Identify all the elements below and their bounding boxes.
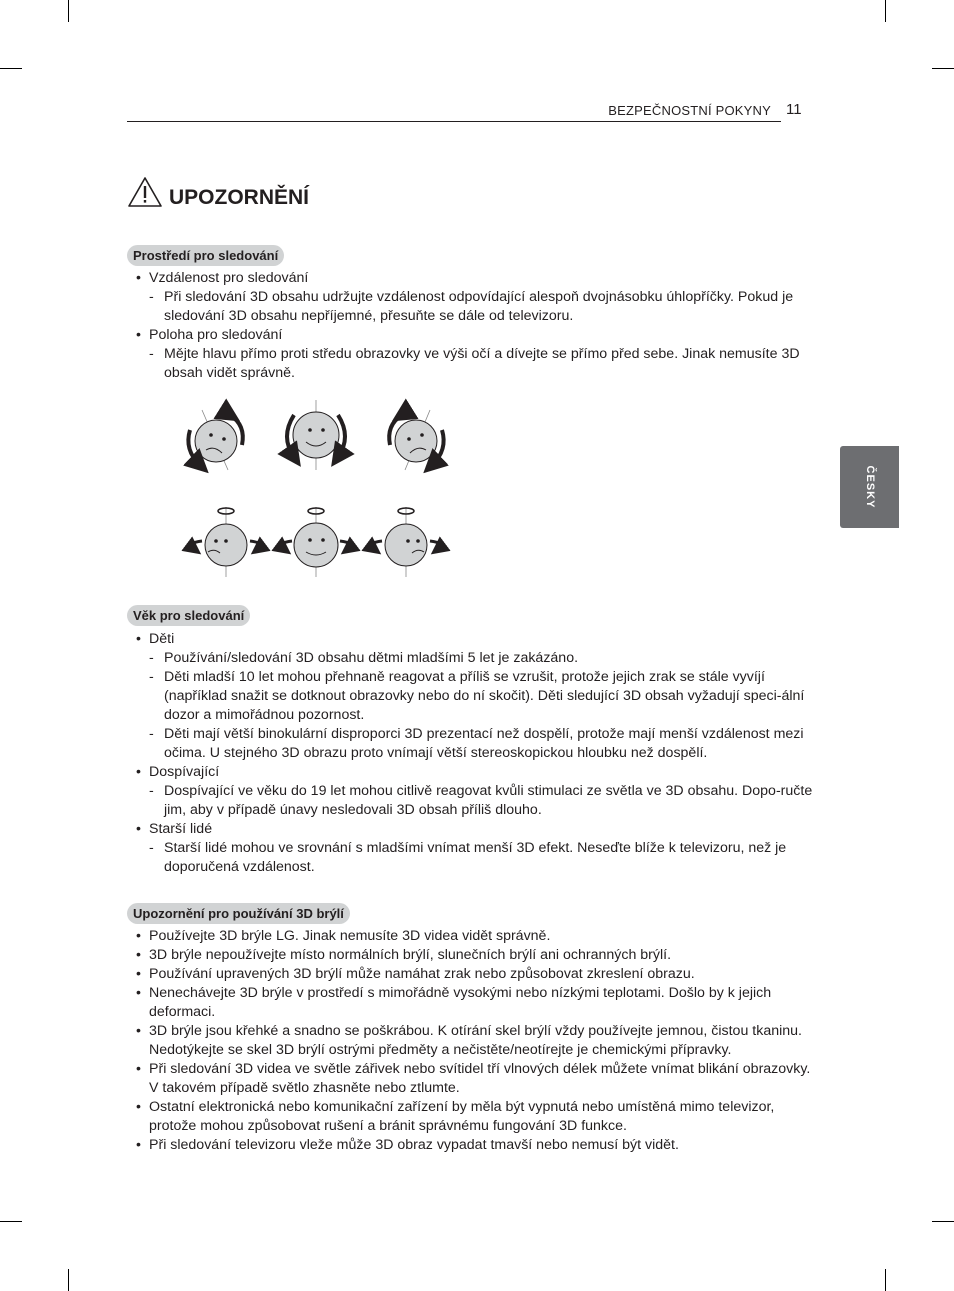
warning-triangle-icon [127, 176, 163, 208]
bullet-item: • Starší lidé [127, 820, 817, 839]
bullet-item: • Používání upravených 3D brýlí může namáhat zrak nebo způsobovat zkreslení obrazu. [127, 965, 817, 984]
dash-item: - Dospívající ve věku do 19 let mohou citlivě reagovat kvůli stimulaci ze světla ve 3D obsahu. Dopo-ručte jim, aby v případě únavy nesledovali 3D obsah příliš dlouho. [127, 782, 817, 820]
page-title: UPOZORNĚNÍ [169, 186, 310, 209]
bullet-item: • 3D brýle nepoužívejte místo normálních brýlí, slunečních brýlí ani ochranných brýlí. [127, 946, 817, 965]
bullet-item: • Při sledování televizoru vleže může 3D obraz vypadat tmavší nebo nemusí být vidět. [127, 1136, 817, 1155]
bullet-item: • Dospívající [127, 763, 817, 782]
section-3d-glasses-caution [127, 927, 817, 1155]
crop-mark [68, 1269, 69, 1291]
dash-item: - Děti mladší 10 let mohou přehnaně reagovat a příliš se vzrušit, protože jejich zrak se stále vyvíjí (například snažit se dotknout obrazovky nebo do ní skočit). Děti sledující 3D obsah vyžadují speci-ální dozor a mimořádnou pozornost. [127, 668, 817, 725]
section-heading-viewing-age: Věk pro sledování [127, 605, 250, 626]
page-number: 11 [786, 101, 802, 118]
dash-item: - Mějte hlavu přímo proti středu obrazovky ve výši očí a dívejte se přímo před sebe. Jinak nemusíte 3D obsah vidět správně. [127, 345, 817, 383]
crop-mark [68, 0, 69, 22]
header-section-title: BEZPEČNOSTNÍ POKYNY [608, 103, 771, 118]
bullet-item: • Vzdálenost pro sledování [127, 269, 817, 288]
section-viewing-environment [127, 269, 817, 383]
section-viewing-age [127, 630, 817, 877]
crop-mark [0, 68, 22, 69]
tilted-head-right [389, 410, 443, 470]
header-rule [127, 121, 781, 122]
dash-item: - Děti mají větší binokulární disproporci 3D prezentací než dospělí, protože mají menší vzdálenost mezi očima. U stejného 3D obrazu proto vnímají větší stereoskopickou hloubku než dospělí. [127, 725, 817, 763]
dash-item: - Při sledování 3D obsahu udržujte vzdálenost odpovídající alespoň dvojnásobku úhlopříčky. Pokud je sledování 3D obsahu nepříjemné, přesuňte se dále od televizoru. [127, 288, 817, 326]
tilted-head-left [188, 410, 242, 470]
language-tab [840, 446, 899, 528]
crop-mark [932, 1221, 954, 1222]
bullet-item: • 3D brýle jsou křehké a snadno se poškrábou. K otírání skel brýlí vždy používejte jemnou, čistou tkaninu. Nedotýkejte se skel 3D brýlí ostrými předměty a nečistěte/neotírejte je chemickými přípravky. [127, 1022, 817, 1060]
bullet-item: • Nenechávejte 3D brýle v prostředí s mimořádně vysokými nebo nízkými teplotami. Došlo by k jejich deformaci. [127, 984, 817, 1022]
crop-mark [885, 0, 886, 22]
bullet-item: • Děti [127, 630, 817, 649]
bullet-item: • Používejte 3D brýle LG. Jinak nemusíte 3D videa vidět správně. [127, 927, 817, 946]
section-heading-3d-glasses-caution: Upozornění pro používání 3D brýlí [127, 903, 350, 924]
turned-head-right [371, 507, 440, 577]
bullet-item: • Při sledování 3D videa ve světle zářivek nebo svítidel tří vlnových délek můžete vnímat blikání obrazovky. V takovém případě světlo zhasněte nebo ztlumte. [127, 1060, 817, 1098]
crop-mark [885, 1269, 886, 1291]
upright-head [287, 400, 345, 470]
turned-head-left [191, 507, 260, 577]
bullet-item: • Ostatní elektronická nebo komunikační zařízení by měla být vypnutá nebo umístěná mimo televizor, protože mohou způsobovat rušení a bránit správnému fungování 3D funkce. [127, 1098, 817, 1136]
bullet-item: • Poloha pro sledování [127, 326, 817, 345]
head-position-illustration [180, 395, 460, 585]
dash-item: - Používání/sledování 3D obsahu dětmi mladšími 5 let je zakázáno. [127, 649, 817, 668]
section-heading-viewing-environment: Prostředí pro sledování [127, 245, 284, 266]
dash-item: - Starší lidé mohou ve srovnání s mladšími vnímat menší 3D efekt. Neseďte blíže k televizoru, než je doporučená vzdálenost. [127, 839, 817, 877]
language-tab-label: ČESKY [864, 465, 876, 509]
front-facing-head [281, 507, 350, 577]
crop-mark [932, 68, 954, 69]
crop-mark [0, 1221, 22, 1222]
